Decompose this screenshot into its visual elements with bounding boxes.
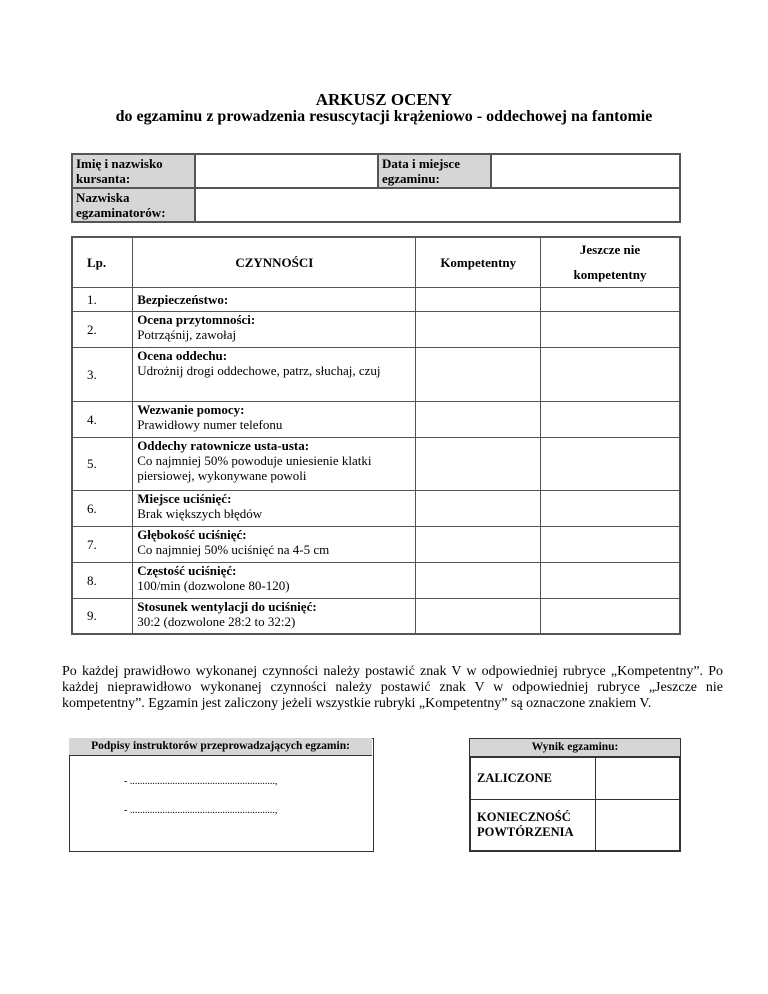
competent-cell[interactable] (416, 598, 541, 634)
row-title: Głębokość uciśnięć: (137, 526, 247, 542)
competent-cell[interactable] (416, 347, 541, 401)
row-desc: 30:2 (dozwolone 28:2 to 32:2) (137, 613, 296, 629)
row-title: Miejsce uciśnięć: (137, 490, 232, 506)
row-desc: 100/min (dozwolone 80-120) (137, 577, 290, 593)
page-subtitle: do egzaminu z prowadzenia resuscytacji krążeniowo - oddechowej na fantomie (115, 108, 653, 125)
table-row (72, 526, 680, 562)
row-title: Oddechy ratownicze usta-usta: (137, 437, 310, 453)
row-title: Stosunek wentylacji do uciśnięć: (137, 598, 317, 614)
row-desc: Co najmniej 50% powoduje uniesienie klatki piersiowej, wykonywane powoli (137, 452, 372, 483)
row-title: Częstość uciśnięć: (137, 562, 237, 578)
row-title: Wezwanie pomocy: (137, 401, 245, 417)
retake-label (471, 800, 596, 851)
not-yet-cell[interactable] (541, 598, 681, 634)
passed-label: ZALICZONE (471, 758, 596, 800)
page-title: ARKUSZ OCENY (315, 90, 453, 109)
row-lp: 4. (72, 401, 133, 437)
table-row (72, 598, 680, 634)
row-desc: Co najmniej 50% uciśnięć na 4-5 cm (137, 541, 330, 557)
not-yet-cell[interactable] (541, 287, 681, 311)
result-header: Wynik egzaminu: (470, 739, 680, 757)
row-desc: Potrząśnij, zawołaj (137, 326, 237, 342)
date-label: Data i miejsce egzaminu: (378, 154, 491, 188)
table-row (72, 311, 680, 347)
examiners-field[interactable] (195, 188, 680, 222)
not-yet-cell[interactable] (541, 526, 681, 562)
row-lp: 3. (72, 347, 133, 401)
table-row (72, 401, 680, 437)
table-row (72, 347, 680, 401)
table-row (72, 437, 680, 490)
col-actions-header: CZYNNOŚCI (133, 237, 416, 287)
examiners-label: Nazwiska egzaminatorów: (72, 188, 195, 222)
result-table (470, 757, 680, 851)
row-desc: Brak większych błędów (137, 505, 263, 521)
competent-cell[interactable] (416, 311, 541, 347)
retake-checkbox[interactable] (596, 800, 680, 851)
col-not-yet-header (541, 237, 681, 287)
competent-cell[interactable] (416, 490, 541, 526)
passed-checkbox[interactable] (596, 758, 680, 800)
col-lp-header: Lp. (72, 237, 133, 287)
not-yet-cell[interactable] (541, 562, 681, 598)
col-not-yet-line1: Jeszcze nie (579, 242, 641, 258)
table-row (72, 562, 680, 598)
table-row (72, 287, 680, 311)
row-lp: 8. (72, 562, 133, 598)
row-lp: 1. (72, 287, 133, 311)
date-field[interactable] (491, 154, 680, 188)
not-yet-cell[interactable] (541, 437, 681, 490)
retake-line2: POWTÓRZENIA (477, 825, 574, 839)
instructions-note: Po każdej prawidłowo wykonanej czynności należy postawić znak V w odpowiedniej rubryce „Kompetentny”. Po każdej nieprawidłowo wykonanej czynności należy postawić znak V w odpowiedniej rubryce „Jeszcze nie kompetentny”. Egzamin jest zaliczony jeżeli wszystkie rubryki „Kompetentny” są oznaczone znakiem V. (62, 664, 723, 711)
competent-cell[interactable] (416, 287, 541, 311)
competent-cell[interactable] (416, 401, 541, 437)
signatures-header: Podpisy instruktorów przeprowadzających egzamin: (69, 738, 372, 756)
row-desc: Udrożnij drogi oddechowe, patrz, słuchaj, czuj (137, 362, 381, 378)
row-lp: 7. (72, 526, 133, 562)
competent-cell[interactable] (416, 437, 541, 490)
col-competent-header: Kompetentny (416, 237, 541, 287)
row-title: Ocena oddechu: (137, 347, 228, 363)
signature-line-1[interactable]: - .........................................................., (124, 776, 278, 787)
row-title: Ocena przytomności: (137, 311, 256, 327)
candidate-info-table (71, 153, 681, 223)
result-box (469, 738, 681, 852)
not-yet-cell[interactable] (541, 311, 681, 347)
row-desc: Prawidłowy numer telefonu (137, 416, 283, 432)
table-row (72, 490, 680, 526)
not-yet-cell[interactable] (541, 490, 681, 526)
row-title: Bezpieczeństwo: (137, 291, 229, 307)
row-lp: 6. (72, 490, 133, 526)
retake-line1: KONIECZNOŚĆ (477, 810, 571, 824)
competent-cell[interactable] (416, 562, 541, 598)
row-lp: 9. (72, 598, 133, 634)
competent-cell[interactable] (416, 526, 541, 562)
col-not-yet-line2: kompetentny (573, 267, 647, 283)
not-yet-cell[interactable] (541, 347, 681, 401)
not-yet-cell[interactable] (541, 401, 681, 437)
row-lp: 2. (72, 311, 133, 347)
name-field[interactable] (195, 154, 378, 188)
row-lp: 5. (72, 437, 133, 490)
signature-line-2[interactable]: - .........................................................., (124, 805, 278, 816)
assessment-table (71, 236, 681, 635)
name-label: Imię i nazwisko kursanta: (72, 154, 195, 188)
